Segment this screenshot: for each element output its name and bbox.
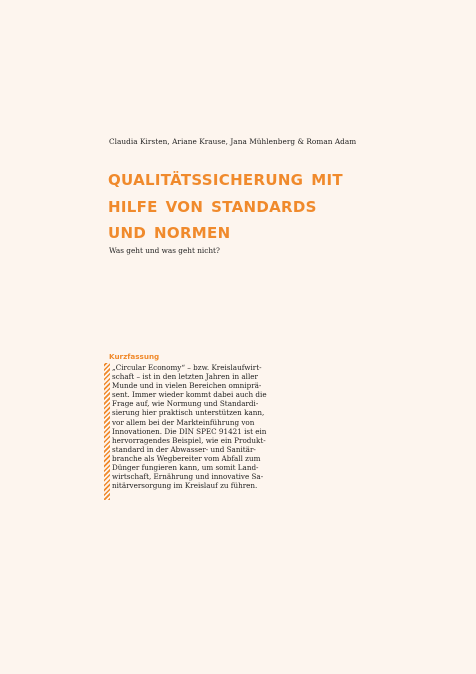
abstract-line: sierung hier praktisch unterstützen kann, [112, 408, 265, 418]
abstract-line: standard in der Abwasser- und Sanitär- [112, 444, 256, 454]
title-line: hilfe von standards [108, 192, 317, 218]
article-subtitle: Was geht und was geht nicht? [109, 246, 220, 255]
author-line: Claudia Kirsten, Ariane Krause, Jana Mühlenberg & Roman Adam [109, 137, 357, 146]
abstract-line: wirtschaft, Ernährung und innovative Sa- [112, 472, 264, 482]
abstract-line: vor allem bei der Markteinführung von [112, 417, 255, 427]
abstract-line: hervorragendes Beispiel, wie ein Produkt- [112, 435, 266, 445]
abstract-line: nitärversorgung im Kreislauf zu führen. [112, 481, 258, 491]
abstract-line: Frage auf, wie Normung und Standardi- [112, 399, 259, 409]
title-line: und normen [108, 219, 231, 244]
abstract-line: „Circular Economy“ – bzw. Kreislaufwirt- [112, 363, 262, 372]
title-line: qualitätssicherung mit [108, 166, 343, 191]
abstract-line: Innovationen. Die DIN SPEC 91421 ist ein [112, 426, 267, 436]
abstract-body [112, 363, 267, 490]
article-title [108, 166, 343, 246]
abstract-line: sent. Immer wieder kommt dabei auch die [112, 390, 267, 400]
abstract-line: branche als Wegbereiter vom Abfall zum [112, 453, 261, 463]
decorative-stripe [104, 363, 110, 500]
abstract-line: Munde und in vielen Bereichen omniprä- [112, 381, 262, 391]
abstract-line: schaft – ist in den letzten Jahren in aller [112, 372, 258, 382]
abstract-heading: Kurzfassung [109, 352, 160, 361]
abstract-line: Dünger fungieren kann, um somit Land- [112, 463, 259, 473]
